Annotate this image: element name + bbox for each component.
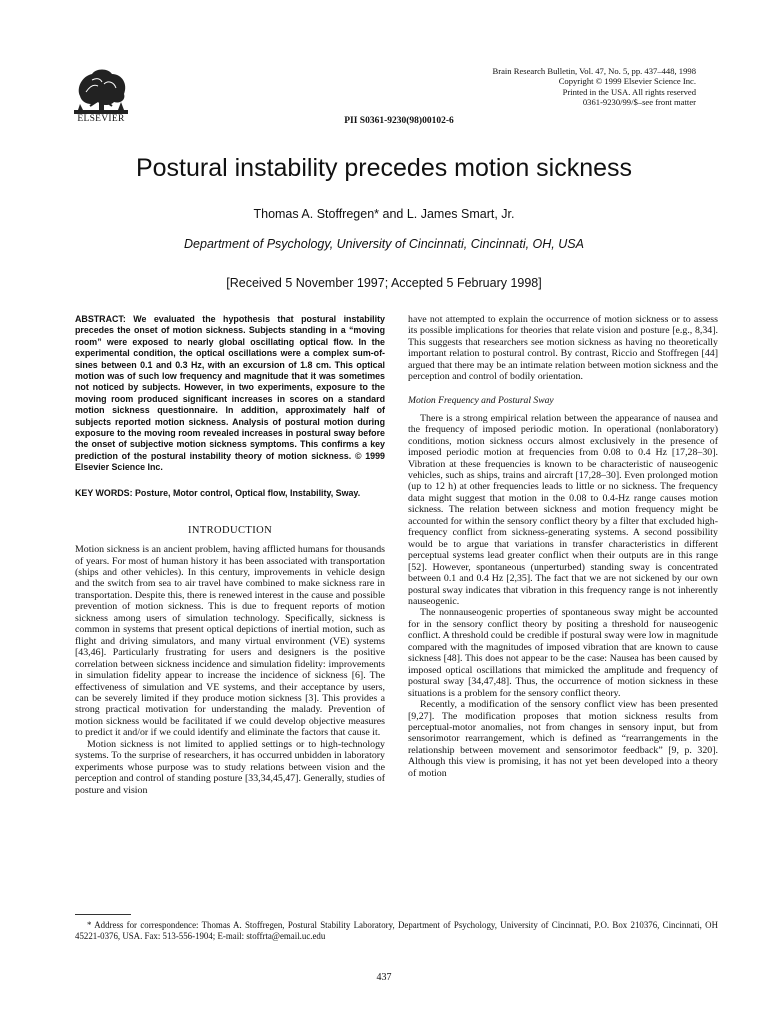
keywords: KEY WORDS: Posture, Motor control, Optical flow, Instability, Sway.	[75, 487, 361, 498]
article-authors: Thomas A. Stoffregen* and L. James Smart, Jr.	[253, 207, 515, 221]
journal-line: Brain Research Bulletin, Vol. 47, No. 5, pp. 437–448, 1998	[492, 66, 696, 76]
body-paragraph: Motion sickness is not limited to applied settings or to high-technology systems. To the surprise of researchers, it has occurred unbidden in laboratory experiments whose purpose was to study relations between vision and the perception and control of standing posture [33,34,45,47]. Generally, studies of posture and vision	[75, 738, 385, 796]
body-paragraph: The nonnauseogenic properties of spontaneous sway might be accounted for in the sensory conflict theory by positing a threshold for nauseogenic conflict. A threshold could be credible if postural sway were low in magnitude compared with the magnitudes of imposed vibration that are known to cause sickness [48]. This does not appear to be the case: Nausea has been caused by imposed optical oscillations that mimicked the amplitude and frequency of postural sway [34,47,48]. Thus, the occurrence of motion sickness in these situations is a problem for the sensory conflict theory.	[408, 607, 718, 699]
body-paragraph: Motion sickness is an ancient problem, having afflicted humans for thousands of years. For most of human history it has been associated with transportation (ships and other vehicles). In this century, improvements in vehicle design and the switch from sea to air travel have combined to make sickness rare in transportation. Despite this, there is renewed interest in the cause and possible prevention of motion sickness. This is due to frequent reports of motion sickness among users of simulation technology. Specifically, sickness is common in systems that present optical depictions of inertial motion, such as flight and driving simulators, and many virtual environment (VE) systems [43,46]. Particularly frustrating for users and designers is the positive correlation between sickness incidence and simulation fidelity: improvements in simulation fidelity appear to increase the incidence of sickness [6]. The effectiveness of simulation and VE systems, and their acceptance by users, can be severely limited if they produce motion sickness [3]. This provides a strong practical motivation for understanding the malady. Prevention of motion sickness would be facilitated if we could develop objective measures to predict it and/or if we could identify and eliminate the factors that cause it.	[75, 544, 385, 739]
body-paragraph: have not attempted to explain the occurrence of motion sickness or to assess its possible implications for theories that relate vision and posture [e.g., 8,34]. This suggests that researchers see motion sickness as having no theoretically important relation to postural control. By contrast, Riccio and Stoffregen [44] argued that there may be an intimate relation between motion sickness and the perception and control of bodily orientation.	[408, 314, 718, 383]
publisher-label: ELSEVIER	[77, 114, 125, 124]
journal-line: Copyright © 1999 Elsevier Science Inc.	[558, 76, 696, 87]
left-column	[75, 314, 385, 796]
journal-info	[492, 66, 696, 108]
subsection-heading: Motion Frequency and Postural Sway	[408, 394, 554, 406]
pii-line	[0, 116, 768, 126]
right-column	[408, 314, 718, 779]
pii-text: PII S0361-9230(98)00102-6	[344, 116, 454, 126]
body-paragraph: There is a strong empirical relation between the appearance of nausea and the frequency of imposed periodic motion. In operational (nonlaboratory) conditions, motion sickness occurs almost exclusively in the presence of imposed periodic motion at frequencies from 0.08 to 0.4 Hz [17,28–30]. Vibration at these frequencies is known to be characteristic of nauseogenic vehicles, such as ships, trains and aircraft [17,28–30]. Even prolonged motion (up to 12 h) at other frequencies leads to little or no sickness. The frequency data might suggest that motion in the 0.08 to 0.4-Hz range causes motion sickness. The relation between sickness and motion frequency might be accounted for within the sensory conflict theory by a filter that excluded high-frequency conflict from sickness-generating systems. A second possibility would be to argue that variations in transfer characteristics in different perceptual systems lead greater conflict when their outputs are in this range [52]. However, spontaneous (unperturbed) standing sway is concentrated between 0.1 and 0.4 Hz [2,35]. The fact that we are not sickened by our own postural sway indicates that vibration in this frequency range is not inherently nauseogenic.	[408, 412, 718, 607]
journal-line: Printed in the USA. All rights reserved	[562, 86, 696, 97]
received-dates: [Received 5 November 1997; Accepted 5 February 1998]	[226, 276, 542, 290]
body-paragraph: Recently, a modification of the sensory conflict view has been presented [9,27]. The modification proposes that motion sickness results from perceptual-motor anomalies, not from changes in sensory input, but from sensorimotor rearrangement, which is defined as “rearrangements in the relationship between movement and sensorimotor feedback” [9, p. 320]. Although this view is promising, it has not yet been developed into a theory of motion	[408, 699, 718, 779]
journal-line: 0361-9230/99/$–see front matter	[582, 97, 696, 108]
page-number: 437	[376, 972, 392, 983]
abstract: ABSTRACT: We evaluated the hypothesis that postural instability precedes the onset of motion sickness. Subjects standing in a “moving room” were exposed to nearly global oscillating optical flow. In the experimental condition, the optical oscillations were a complex sum-of-sines between 0.1 and 0.3 Hz, with an excursion of 1.8 cm. This optical motion was of such low frequency and magnitude that it was sometimes not noticed by subjects. However, in two experiments, exposure to the moving room produced significant increases in scores on a standard motion sickness questionnaire. In addition, approximately half of subjects reported motion sickness. Analysis of postural motion during exposure to the moving room revealed increases in postural sway before the onset of subjective motion sickness symptoms. This confirms a key prediction of the postural instability theory of motion sickness. © 1999 Elsevier Science Inc.	[75, 314, 385, 473]
footnote-divider	[75, 914, 131, 915]
article-affiliation: Department of Psychology, University of Cincinnati, Cincinnati, OH, USA	[184, 237, 584, 251]
correspondence-footnote: * Address for correspondence: Thomas A. Stoffregen, Postural Stability Laboratory, Department of Psychology, University of Cincinnati, P.O. Box 210376, Cincinnati, OH 45221-0376, USA. Fax: 513-556-1904; E-mail: stoffrta@email.uc.edu	[75, 920, 718, 941]
elsevier-tree-logo-icon	[72, 66, 130, 116]
section-heading-introduction: INTRODUCTION	[187, 525, 273, 537]
article-title: Postural instability precedes motion sickness	[135, 154, 633, 182]
